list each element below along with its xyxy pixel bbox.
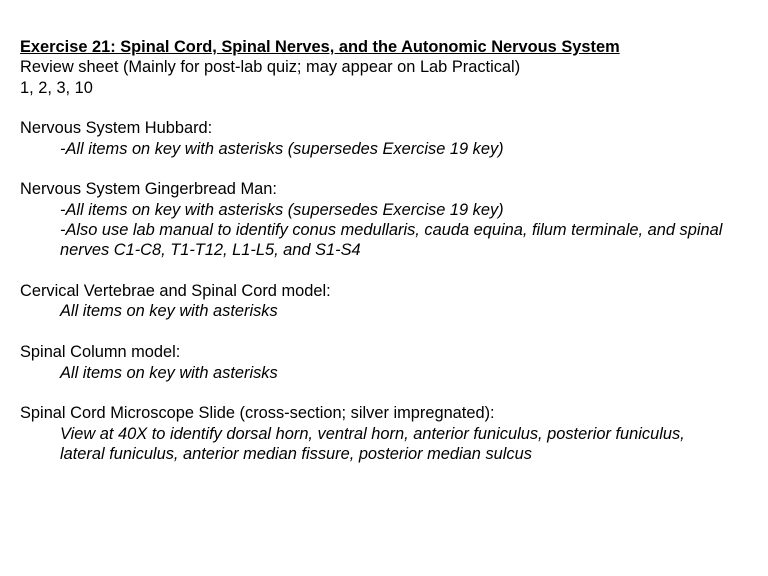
- spacer: [20, 261, 760, 282]
- section-heading: Spinal Column model:: [20, 343, 181, 362]
- spacer: [20, 98, 760, 119]
- section-line: All items on key with asterisks: [60, 363, 278, 382]
- section-line: All items on key with asterisks: [60, 302, 278, 321]
- section-heading: Nervous System Gingerbread Man:: [20, 180, 277, 199]
- section-heading: Cervical Vertebrae and Spinal Cord model:: [20, 282, 331, 301]
- section-line: nerves C1-C8, T1-T12, L1-L5, and S1-S4: [60, 241, 361, 260]
- document-page: [20, 37, 760, 464]
- spacer: [20, 383, 760, 404]
- review-questions: 1, 2, 3, 10: [20, 78, 93, 97]
- section-cervical-vertebrae-model: [20, 281, 760, 322]
- spacer: [20, 159, 760, 180]
- section-spinal-column-model: [20, 342, 760, 383]
- section-line: View at 40X to identify dorsal horn, ventral horn, anterior funiculus, posterior funiculus,: [60, 424, 685, 443]
- section-microscope-slide: [20, 403, 760, 464]
- section-gingerbread-man: [20, 179, 760, 260]
- section-heading: Nervous System Hubbard:: [20, 119, 213, 138]
- section-line: lateral funiculus, anterior median fissure, posterior median sulcus: [60, 444, 532, 463]
- section-hubbard: [20, 118, 760, 159]
- spacer: [20, 322, 760, 343]
- section-heading: Spinal Cord Microscope Slide (cross-section; silver impregnated):: [20, 404, 495, 423]
- section-line: -All items on key with asterisks (supersedes Exercise 19 key): [60, 139, 504, 158]
- document-title: Exercise 21: Spinal Cord, Spinal Nerves, and the Autonomic Nervous System: [20, 38, 620, 56]
- section-line: -Also use lab manual to identify conus medullaris, cauda equina, filum terminale, and spinal: [60, 221, 723, 240]
- section-line: -All items on key with asterisks (supersedes Exercise 19 key): [60, 200, 504, 219]
- document-subtitle: Review sheet (Mainly for post-lab quiz; may appear on Lab Practical): [20, 58, 521, 77]
